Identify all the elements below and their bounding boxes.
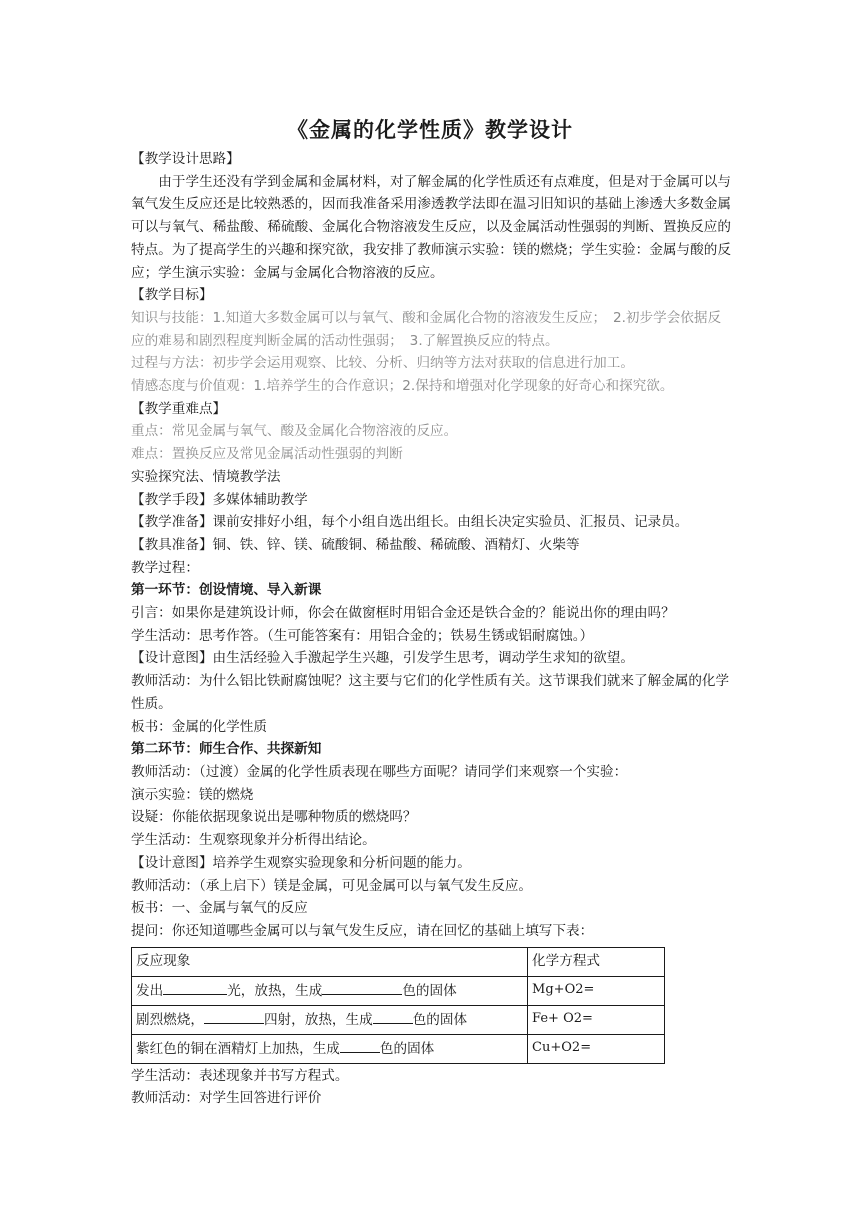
- table-row: [132, 976, 665, 1005]
- row3-text-b: 色的固体: [379, 1040, 435, 1057]
- row3-phenomenon: [132, 1034, 528, 1063]
- design-idea-heading: 【教学设计思路】: [131, 151, 240, 167]
- stage1-board: 板书：金属的化学性质: [131, 718, 267, 735]
- table-row: [132, 1005, 665, 1034]
- key-point: 重点：常见金属与氧气、酸及金属化合物溶液的反应。: [131, 423, 458, 440]
- document-body: [131, 148, 731, 1110]
- teaching-preparation: 【教学准备】课前安排好小组，每个小组自选出组长。由组长决定实验员、汇报员、记录员。: [131, 514, 689, 531]
- row1-text-c: 色的固体: [402, 982, 457, 999]
- document-title: 《金属的化学性质》教学设计: [287, 117, 573, 142]
- stage1-intro: 引言：如果你是建筑设计师，你会在做窗框时用铝合金还是铁合金的？能说出你的理由吗？: [131, 605, 675, 622]
- stage2-teacher-activity-2: 教师活动：（承上启下）镁是金属，可见金属可以与氧气发生反应。: [131, 877, 533, 894]
- stage1-design-intent: 【设计意图】由生活经验入手激起学生兴趣，引发学生思考，调动学生求知的欲望。: [131, 650, 634, 667]
- row1-text-a: 发出: [136, 982, 164, 999]
- table-header-row: [132, 947, 665, 976]
- stage2-student-activity: 学生活动：生观察现象并分析得出结论。: [131, 832, 376, 849]
- row3-equation: Cu+O2=: [528, 1034, 665, 1063]
- row1-text-b: 光，放热，生成: [227, 982, 323, 999]
- stage2-heading: 第二环节：师生合作、共探新知: [131, 741, 322, 758]
- reaction-table: [131, 947, 665, 1064]
- row1-phenomenon: [132, 976, 528, 1005]
- after-student-activity: 学生活动：表述现象并书写方程式。: [131, 1067, 349, 1084]
- stage1-student-activity: 学生活动：思考作答。（生可能答案有：用铝合金的；铁易生锈或铝耐腐蚀。）: [131, 627, 594, 644]
- row2-text-c: 色的固体: [412, 1011, 468, 1028]
- row3-text-a: 紫红色的铜在酒精灯上加热，生成: [136, 1040, 340, 1057]
- header-equation: 化学方程式: [528, 947, 665, 976]
- stage1-heading: 第一环节：创设情境、导入新课: [131, 582, 322, 599]
- goal-process: 过程与方法：初步学会运用观察、比较、分析、归纳等方法对获取的信息进行加工。: [131, 355, 634, 372]
- difficult-point: 难点：置换反应及常见金属活动性强弱的判断: [131, 446, 403, 463]
- after-teacher-activity: 教师活动：对学生回答进行评价: [131, 1090, 322, 1107]
- row2-blank-2[interactable]: [373, 1008, 413, 1024]
- goals-heading: 【教学目标】: [131, 287, 213, 304]
- process-label: 教学过程：: [131, 559, 199, 576]
- row1-equation: Mg+O2=: [528, 976, 665, 1005]
- row1-blank-1[interactable]: [163, 979, 227, 995]
- stage2-teacher-activity-1: 教师活动：（过渡）金属的化学性质表现在哪些方面呢？请同学们来观察一个实验：: [131, 763, 628, 780]
- header-phenomenon: 反应现象: [132, 947, 528, 976]
- table-row: [132, 1034, 665, 1063]
- goal-knowledge: 知识与技能：1.知道大多数金属可以与氧气、酸和金属化合物的溶液发生反应； 2.初步学会依据反应的难易和剧烈程度判断金属的活动性强弱； 3.了解置换反应的特点。: [131, 309, 722, 349]
- design-idea-text: 由于学生还没有学到金属和金属材料，对了解金属的化学性质还有点难度，但是对于金属可以与氧气发生反应还是比较熟悉的，因而我准备采用渗透教学法即在温习旧知识的基础上渗透大多数金属可以与氧气、稀盐酸、稀硫酸、金属化合物溶液发生反应，以及金属活动性强弱的判断、置换反应的特点。为了提高学生的兴趣和探究欲，我安排了教师演示实验：镁的燃烧；学生实验：金属与酸的反应；学生演示实验：金属与金属化合物溶液的反应。: [131, 173, 731, 281]
- stage2-question: 设疑：你能依据现象说出是哪种物质的燃烧吗？: [131, 809, 417, 826]
- row3-blank-1[interactable]: [340, 1037, 380, 1053]
- goal-attitude: 情感态度与价值观：1.培养学生的合作意识；2.保持和增强对化学现象的好奇心和探究欲。: [131, 378, 674, 395]
- stage2-design-intent: 【设计意图】培养学生观察实验现象和分析问题的能力。: [131, 854, 471, 871]
- stage2-demo: 演示实验：镁的燃烧: [131, 786, 254, 803]
- teaching-methods: 实验探究法、情境教学法: [131, 468, 281, 485]
- row2-blank-1[interactable]: [204, 1008, 264, 1024]
- stage2-ask: 提问：你还知道哪些金属可以与氧气发生反应，请在回忆的基础上填写下表：: [131, 922, 594, 939]
- row2-equation: Fe+ O2=: [528, 1005, 665, 1034]
- stage2-board: 板书：一、金属与氧气的反应: [131, 900, 308, 917]
- key-heading: 【教学重难点】: [131, 400, 227, 417]
- teaching-means: 【教学手段】多媒体辅助教学: [131, 491, 308, 508]
- stage1-teacher-activity: 教师活动：为什么铝比铁耐腐蚀呢？这主要与它们的化学性质有关。这节课我们就来了解金属的化学性质。: [131, 673, 730, 712]
- row1-blank-2[interactable]: [322, 979, 402, 995]
- row2-text-a: 剧烈燃烧，: [136, 1011, 204, 1028]
- row2-text-b: 四射，放热，生成: [263, 1011, 373, 1028]
- row2-phenomenon: [132, 1005, 528, 1034]
- equipment-preparation: 【教具准备】铜、铁、锌、镁、硫酸铜、稀盐酸、稀硫酸、酒精灯、火柴等: [131, 536, 580, 553]
